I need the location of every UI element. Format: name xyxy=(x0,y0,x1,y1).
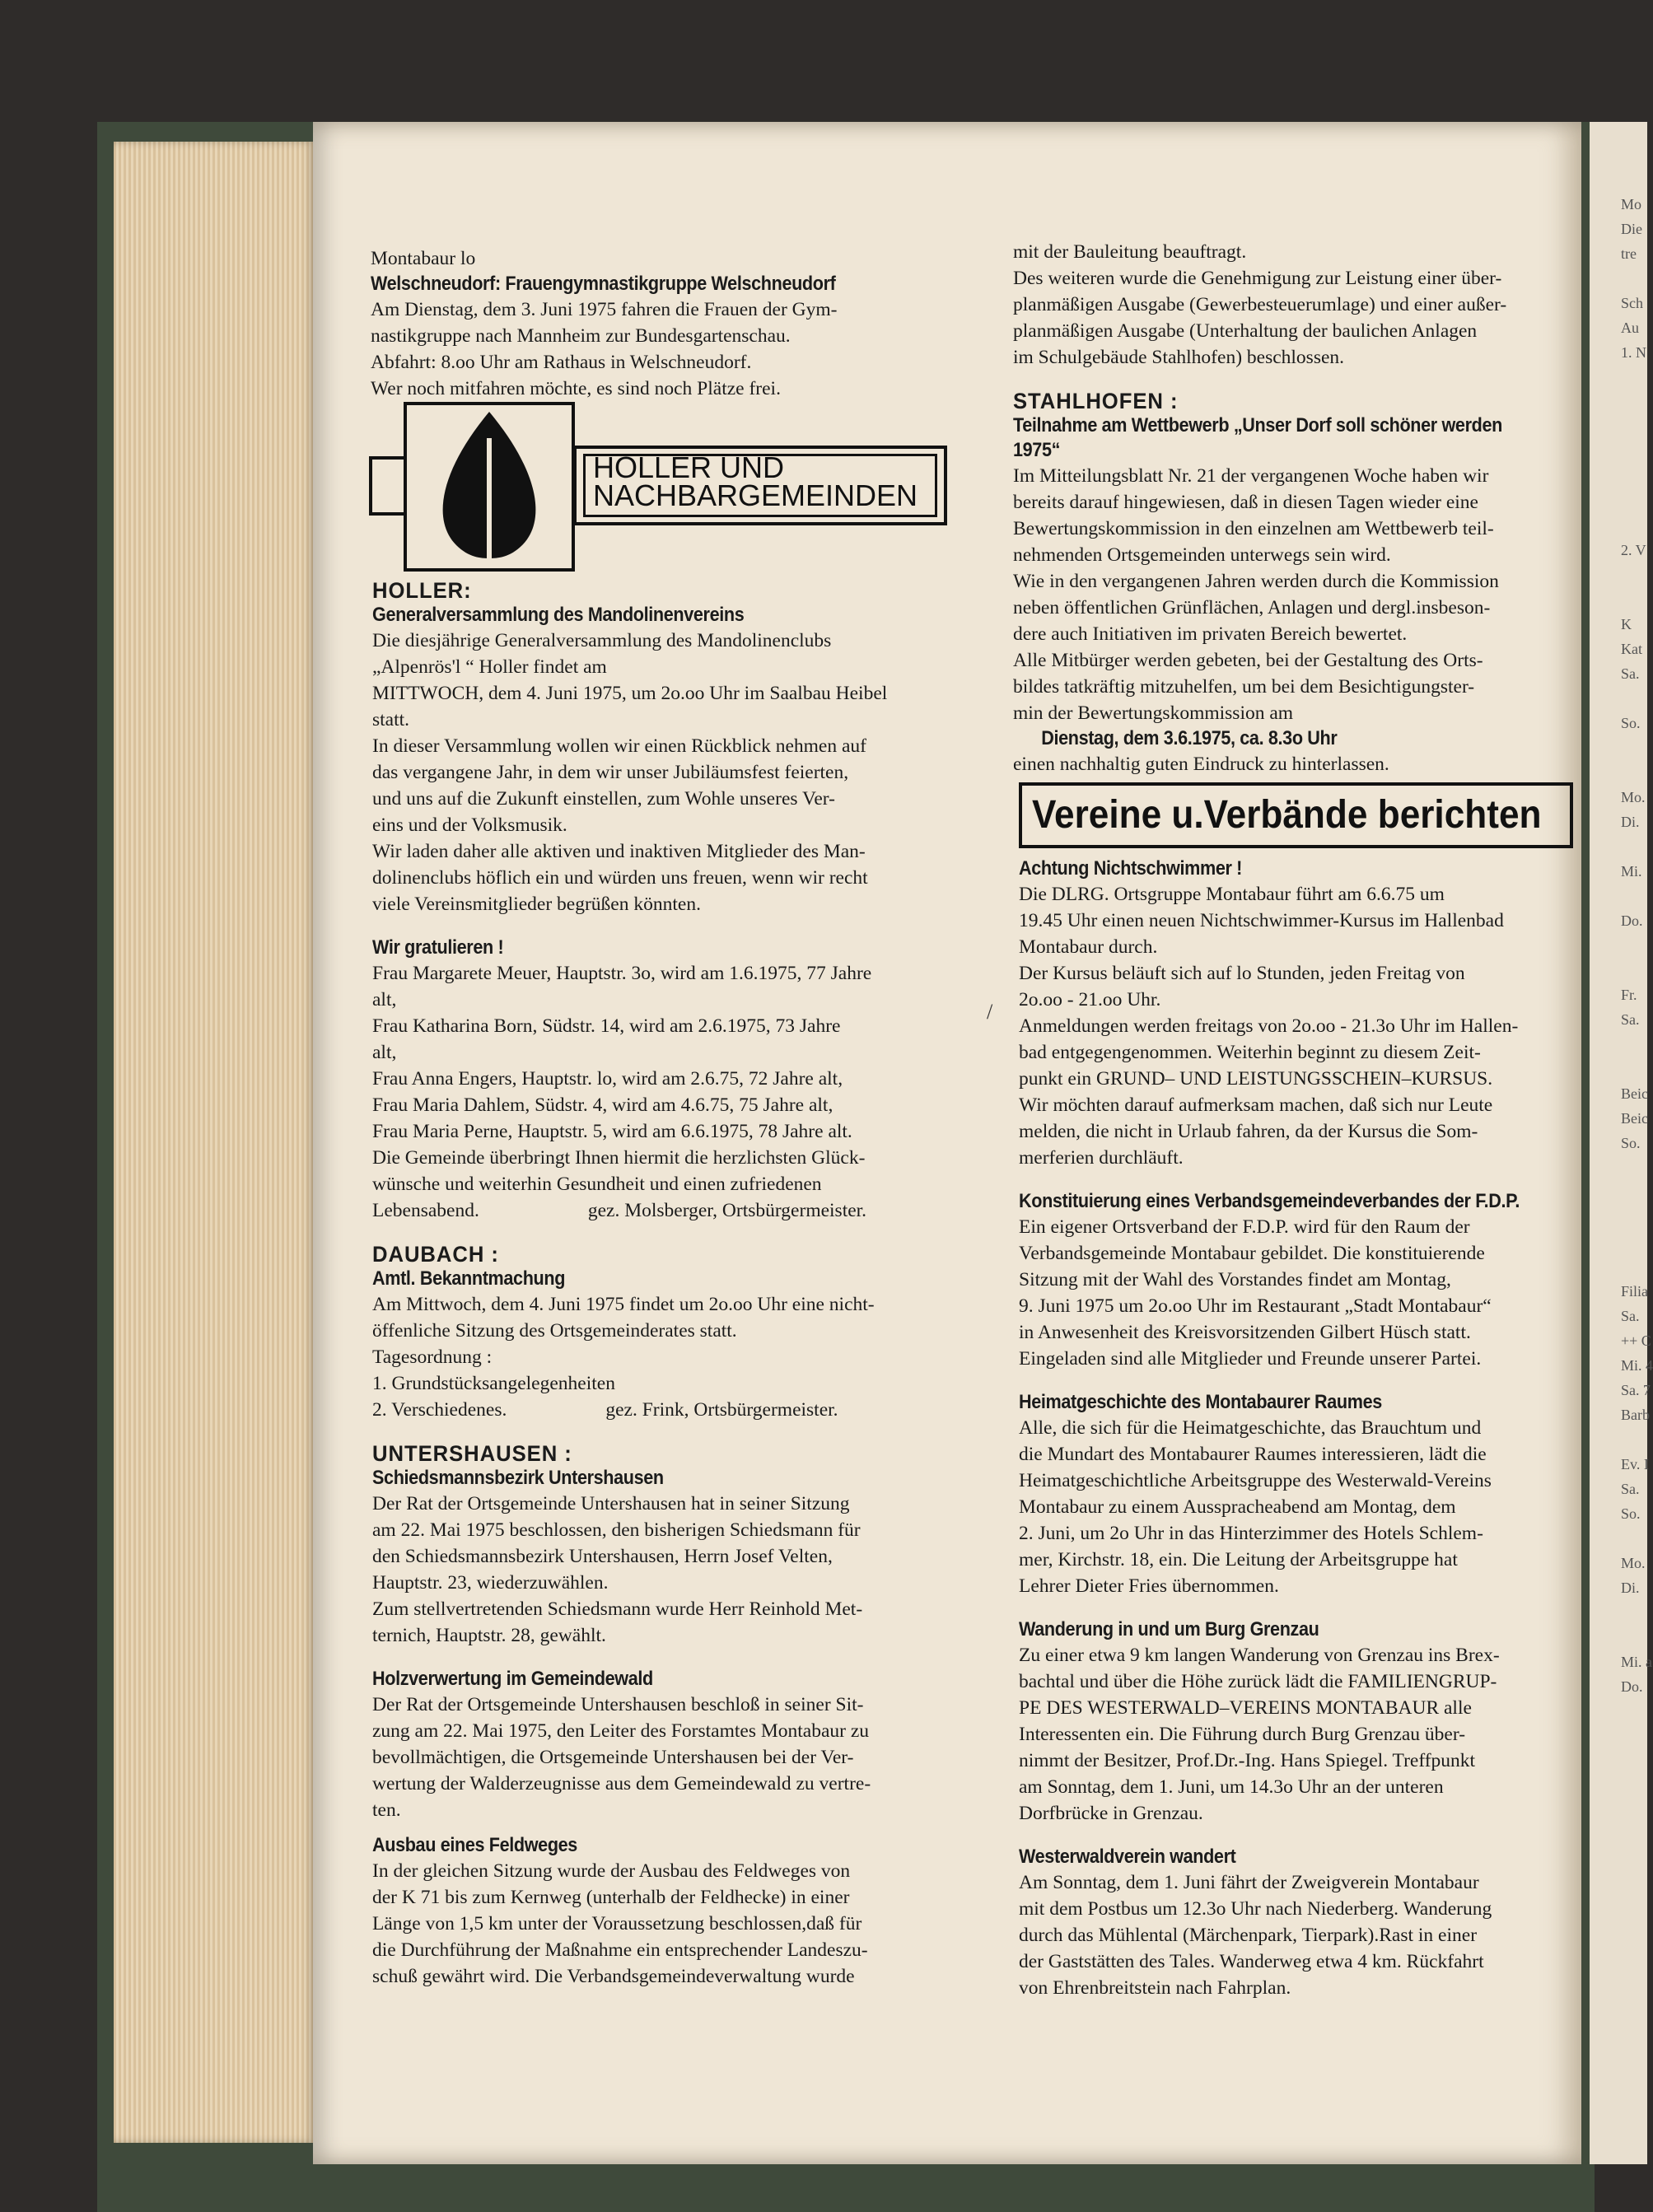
next-page-fragment xyxy=(1621,935,1653,959)
wanderung-body xyxy=(1019,1642,1587,1827)
holler-place: HOLLER: xyxy=(372,578,472,603)
text-line: ten. xyxy=(372,1799,401,1821)
right-column-lower xyxy=(1019,856,1587,2001)
text-line: Lehrer Dieter Fries übernommen. xyxy=(1019,1575,1279,1597)
text-line: 2. Juni, um 2o Uhr in das Hinterzimmer des Hotels Schlem- xyxy=(1019,1523,1483,1544)
gratulieren-sign: Lebensabend. gez. Molsberger, Ortsbürgermeister. xyxy=(372,1200,867,1221)
text-line: neben öffentlichen Grünflächen, Anlagen und dergl.insbeson- xyxy=(1013,597,1491,618)
holler-logo xyxy=(369,400,946,575)
text-line: bevollmächtigen, die Ortsgemeinde Untershausen bei der Ver- xyxy=(372,1747,854,1768)
text-line: Der Kursus beläuft sich auf lo Stunden, jeden Freitag von xyxy=(1019,963,1465,984)
text-line: Wir möchten darauf aufmerksam machen, daß sich nur Leute xyxy=(1019,1094,1493,1116)
text-line: und uns auf die Zukunft einstellen, zum Wohle unseres Ver- xyxy=(372,788,835,810)
text-line: dere auch Initiativen im privaten Bereich bewertet. xyxy=(1013,623,1408,645)
heimat-body xyxy=(1019,1415,1587,1599)
text-line: Montabaur durch. xyxy=(1019,936,1158,958)
text-line: Am Mittwoch, dem 4. Juni 1975 findet um 2o.oo Uhr eine nicht- xyxy=(372,1294,875,1315)
stahlhofen-heading-1: Teilnahme am Wettbewerb „Unser Dorf soll schöner werden xyxy=(1013,414,1502,436)
text-line: Die DLRG. Ortsgruppe Montabaur führt am 6.6.75 um xyxy=(1019,884,1445,905)
logo-title-line-1: HOLLER UND xyxy=(593,450,785,484)
text-line: schuß gewährt wird. Die Verbandsgemeindeverwaltung wurde xyxy=(372,1966,855,1987)
text-line: nastikgruppe nach Mannheim zur Bundesgartenschau. xyxy=(371,325,791,347)
text-line: bad entgegengenommen. Weiterhin beginnt zu diesem Zeit- xyxy=(1019,1042,1481,1063)
next-page-fragment: Do. xyxy=(1621,1678,1643,1695)
stahlhofen-heading-2: 1975“ xyxy=(1013,439,1061,461)
text-line: merferien durchläuft. xyxy=(1019,1147,1184,1169)
text-line: Am Dienstag, dem 3. Juni 1975 fahren die Frauen der Gym- xyxy=(371,299,838,320)
text-line: Der Rat der Ortsgemeinde Untershausen beschloß in seiner Sit- xyxy=(372,1694,864,1715)
text-line: dolinenclubs höflich ein und würden uns freuen, wenn wir recht xyxy=(372,867,868,889)
next-page-fragment: K xyxy=(1621,616,1632,632)
next-page-fragment: Mi. 4 xyxy=(1621,1357,1653,1374)
fdp-heading: Konstituierung eines Verbandsgemeindeverbandes der F.D.P. xyxy=(1019,1190,1520,1212)
next-page-fragment: Sch xyxy=(1621,295,1643,311)
next-page-fragment xyxy=(1621,1182,1653,1206)
next-page-fragment xyxy=(1621,1429,1653,1454)
next-page-fragment: Mo. xyxy=(1621,1555,1646,1571)
text-line: MITTWOCH, dem 4. Juni 1975, um 2o.oo Uhr im Saalbau Heibel xyxy=(372,683,888,704)
text-line: Wer noch mitfahren möchte, es sind noch Plätze frei. xyxy=(371,378,781,399)
text-line: alt, xyxy=(372,1042,397,1063)
next-page-fragment: Do. xyxy=(1621,912,1643,929)
welschneudorf-section xyxy=(371,245,964,402)
text-line: die Durchführung der Maßnahme ein entsprechender Landeszu- xyxy=(372,1939,868,1961)
welsch-body xyxy=(371,296,964,402)
untershausen-place: UNTERSHAUSEN : xyxy=(372,1441,572,1466)
next-page-fragment xyxy=(1621,391,1653,416)
text-line: Der Rat der Ortsgemeinde Untershausen hat in seiner Sitzung xyxy=(372,1493,850,1514)
logo-title xyxy=(593,450,918,512)
feldweg-body xyxy=(372,1858,965,1990)
text-line: Wie in den vergangenen Jahren werden durch die Kommission xyxy=(1013,571,1499,592)
text-line: statt. xyxy=(372,709,410,730)
next-page-fragment xyxy=(1621,1058,1653,1083)
next-page-fragment xyxy=(1621,959,1653,984)
next-page-fragment: Mo. xyxy=(1621,789,1646,805)
next-page-fragment xyxy=(1621,1034,1653,1058)
next-page-fragment: 2. V xyxy=(1621,542,1646,558)
next-page-fragment xyxy=(1621,885,1653,910)
dlrg-body xyxy=(1019,881,1587,1171)
next-page-fragment: Fr. xyxy=(1621,987,1637,1003)
vereine-banner: Vereine u.Verbände berichten xyxy=(1019,782,1573,848)
text-line: in Anwesenheit des Kreisvorsitzenden Gilbert Hüsch statt. xyxy=(1019,1322,1471,1343)
text-line: Eingeladen sind alle Mitglieder und Freunde unserer Partei. xyxy=(1019,1348,1482,1370)
text-line: bildes tatkräftig mitzuhelfen, um bei dem Besichtigungster- xyxy=(1013,676,1475,698)
text-line: „Alpenrös'l “ Holler findet am xyxy=(372,656,607,678)
next-page-fragment xyxy=(1621,268,1653,292)
gratulieren-heading: Wir gratulieren ! xyxy=(372,936,504,959)
next-page-fragment xyxy=(1621,589,1653,614)
next-page-fragment xyxy=(1621,515,1653,539)
untershausen-heading: Schiedsmannsbezirk Untershausen xyxy=(372,1467,664,1489)
text-line: mit dem Postbus um 12.3o Uhr nach Niederberg. Wanderung xyxy=(1019,1898,1492,1920)
next-page-fragment xyxy=(1621,1626,1653,1651)
text-line: Am Sonntag, dem 1. Juni fährt der Zweigverein Montabaur xyxy=(1019,1872,1479,1893)
next-page-fragment: So. xyxy=(1621,1135,1641,1151)
stahlhofen-date: Dienstag, dem 3.6.1975, ca. 8.3o Uhr xyxy=(1041,727,1338,749)
text-line: der K 71 bis zum Kernweg (unterhalb der Feldhecke) in einer xyxy=(372,1887,850,1908)
feldweg-heading: Ausbau eines Feldweges xyxy=(372,1834,577,1856)
text-line: wertung der Walderzeugnisse aus dem Gemeindewald zu vertre- xyxy=(372,1773,871,1794)
text-line: 1. Grundstücksangelegenheiten xyxy=(372,1373,615,1394)
text-line: am 22. Mai 1975 beschlossen, den bisherigen Schiedsmann für xyxy=(372,1519,861,1541)
daubach-place: DAUBACH : xyxy=(372,1242,499,1267)
next-page-fragment xyxy=(1621,1231,1653,1256)
next-page-fragment xyxy=(1621,416,1653,441)
text-line: alt, xyxy=(372,989,397,1010)
next-page-fragment xyxy=(1621,564,1653,589)
next-page-fragment: tre xyxy=(1621,245,1637,262)
next-page-fragment: Di. xyxy=(1621,814,1640,830)
text-line: In der gleichen Sitzung wurde der Ausbau des Feldweges von xyxy=(372,1860,851,1882)
next-page-fragment xyxy=(1621,1528,1653,1552)
next-page-fragment: So. xyxy=(1621,715,1641,731)
text-line: Sitzung mit der Wahl des Vorstandes findet am Montag, xyxy=(1019,1269,1451,1290)
text-line: Anmeldungen werden freitags von 2o.oo - 21.3o Uhr im Hallen- xyxy=(1019,1015,1519,1037)
next-page-fragment xyxy=(1621,490,1653,515)
text-line: eins und der Volksmusik. xyxy=(372,814,567,836)
text-line: Alle Mitbürger werden gebeten, bei der Gestaltung des Orts- xyxy=(1013,650,1483,671)
next-page-fragment: Mi. a xyxy=(1621,1654,1652,1670)
text-line: Frau Margarete Meuer, Hauptstr. 3o, wird am 1.6.1975, 77 Jahre xyxy=(372,963,872,984)
next-page-fragment: 1. N xyxy=(1621,344,1646,361)
next-page-fragment: Beic xyxy=(1621,1110,1648,1127)
text-line: zung am 22. Mai 1975, den Leiter des Forstamtes Montabaur zu xyxy=(372,1720,870,1742)
next-page-fragment xyxy=(1621,1157,1653,1182)
daubach-sign: 2. Verschiedenes. gez. Frink, Ortsbürgermeister. xyxy=(372,1399,838,1421)
next-page-fragment: Sa. 7 xyxy=(1621,1382,1651,1398)
stahlhofen-body xyxy=(1013,463,1581,726)
next-page-fragments xyxy=(1621,194,1653,1701)
text-line: im Schulgebäude Stahlhofen) beschlossen. xyxy=(1013,347,1345,368)
text-line: Ein eigener Ortsverband der F.D.P. wird für den Raum der xyxy=(1019,1216,1470,1238)
text-line: öffenliche Sitzung des Ortsgemeinderates statt. xyxy=(372,1320,737,1342)
holler-section xyxy=(372,578,965,1990)
text-line: planmäßigen Ausgabe (Gewerbesteuerumlage) und einer außer- xyxy=(1013,294,1507,315)
text-line: Frau Katharina Born, Südstr. 14, wird am 2.6.1975, 73 Jahre xyxy=(372,1015,841,1037)
next-page-fragment: Mo xyxy=(1621,196,1642,212)
text-line: 9. Juni 1975 um 2o.oo Uhr im Restaurant „Stadt Montabaur“ xyxy=(1019,1295,1492,1317)
next-page-fragment xyxy=(1621,688,1653,712)
westerwald-heading: Westerwaldverein wandert xyxy=(1019,1846,1236,1868)
text-line: die Mundart des Montabaurer Raumes interessieren, lädt die xyxy=(1019,1444,1487,1465)
text-line: Heimatgeschichtliche Arbeitsgruppe des Westerwald-Vereins xyxy=(1019,1470,1492,1491)
next-page-fragment xyxy=(1621,465,1653,490)
next-page-fragment: ++ C xyxy=(1621,1332,1651,1349)
text-line: Die Gemeinde überbringt Ihnen hiermit die herzlichsten Glück- xyxy=(372,1147,866,1169)
text-line: min der Bewertungskommission am xyxy=(1013,702,1294,724)
text-line: Frau Maria Dahlem, Südstr. 4, wird am 4.6.75, 75 Jahre alt, xyxy=(372,1094,834,1116)
holler-body xyxy=(372,628,965,917)
text-line: planmäßigen Ausgabe (Unterhaltung der baulichen Anlagen xyxy=(1013,320,1478,342)
text-line: von Ehrenbreitstein nach Fahrplan. xyxy=(1019,1977,1291,1999)
margin-mark: / xyxy=(987,1000,993,1024)
gratulieren-body xyxy=(372,960,965,1197)
next-page-fragment xyxy=(1621,1256,1653,1281)
next-page-fragment xyxy=(1621,836,1653,861)
text-line: das vergangene Jahr, in dem wir unser Jubiläumsfest feierten, xyxy=(372,762,849,783)
logo-leaf-box xyxy=(404,402,575,572)
text-line: Frau Anna Engers, Hauptstr. lo, wird am 2.6.75, 72 Jahre alt, xyxy=(372,1068,843,1090)
logo-bar xyxy=(369,456,407,516)
next-page-fragment: Die xyxy=(1621,221,1642,237)
next-page-fragment: Barb xyxy=(1621,1407,1650,1423)
cont-body xyxy=(1013,239,1581,371)
text-line: Wir laden daher alle aktiven und inaktiven Mitglieder des Man- xyxy=(372,841,866,862)
next-page-fragment xyxy=(1621,441,1653,465)
welsch-pre: Montabaur lo xyxy=(371,248,476,269)
text-line: Frau Maria Perne, Hauptstr. 5, wird am 6.6.1975, 78 Jahre alt. xyxy=(372,1121,852,1142)
stahlhofen-closing: einen nachhaltig guten Eindruck zu hinterlassen. xyxy=(1013,754,1389,775)
next-page-fragment: Sa. xyxy=(1621,1011,1640,1028)
text-line: den Schiedsmannsbezirk Untershausen, Herrn Josef Velten, xyxy=(372,1546,833,1567)
holz-body xyxy=(372,1692,965,1823)
text-line: ternich, Hauptstr. 28, gewählt. xyxy=(372,1625,606,1646)
text-line: nimmt der Besitzer, Prof.Dr.-Ing. Hans Spiegel. Treffpunkt xyxy=(1019,1750,1476,1771)
text-line: Tagesordnung : xyxy=(372,1346,493,1368)
next-page-fragment: So. xyxy=(1621,1505,1641,1522)
text-line: Dorfbrücke in Grenzau. xyxy=(1019,1803,1203,1824)
daubach-heading: Amtl. Bekanntmachung xyxy=(372,1267,566,1290)
next-page-fragment: Au xyxy=(1621,320,1639,336)
text-line: bereits darauf hingewiesen, daß in diesen Tagen wieder eine xyxy=(1013,492,1478,513)
next-page-fragment: Ev. I xyxy=(1621,1456,1649,1472)
text-line: Hauptstr. 23, wiederzuwählen. xyxy=(372,1572,609,1594)
stahlhofen-place: STAHLHOFEN : xyxy=(1013,389,1179,413)
dlrg-heading: Achtung Nichtschwimmer ! xyxy=(1019,857,1242,880)
text-line: In dieser Versammlung wollen wir einen Rückblick nehmen auf xyxy=(372,735,866,757)
holz-heading: Holzverwertung im Gemeindewald xyxy=(372,1668,653,1690)
text-line: am Sonntag, dem 1. Juni, um 14.3o Uhr an der unteren xyxy=(1019,1776,1444,1798)
heimat-heading: Heimatgeschichte des Montabaurer Raumes xyxy=(1019,1391,1382,1413)
text-line: 19.45 Uhr einen neuen Nichtschwimmer-Kursus im Hallenbad xyxy=(1019,910,1504,931)
text-line: Zu einer etwa 9 km langen Wanderung von Grenzau ins Brex- xyxy=(1019,1645,1500,1666)
page-edges xyxy=(114,142,315,2143)
text-line: bachtal und über die Höhe zurück lädt die FAMILIENGRUP- xyxy=(1019,1671,1497,1692)
text-line: Zum stellvertretenden Schiedsmann wurde Herr Reinhold Met- xyxy=(372,1598,863,1620)
text-line: durch das Mühlental (Märchenpark, Tierpark).Rast in einer xyxy=(1019,1925,1478,1946)
right-column xyxy=(1013,239,1581,777)
logo-title-line-2: NACHBARGEMEINDEN xyxy=(593,478,918,512)
text-line: Im Mitteilungsblatt Nr. 21 der vergangenen Woche haben wir xyxy=(1013,465,1489,487)
text-line: Interessenten ein. Die Führung durch Burg Grenzau über- xyxy=(1019,1724,1466,1745)
text-line: mer, Kirchstr. 18, ein. Die Leitung der Arbeitsgruppe hat xyxy=(1019,1549,1458,1570)
daubach-body xyxy=(372,1291,965,1397)
next-page-fragment xyxy=(1621,762,1653,786)
westerwald-body xyxy=(1019,1869,1587,2001)
text-line: Bewertungskommission in den einzelnen am Wettbewerb teil- xyxy=(1013,518,1494,539)
next-page-fragment: Kat xyxy=(1621,641,1642,657)
next-page-fragment: Filia xyxy=(1621,1283,1649,1300)
next-page-fragment: Beic xyxy=(1621,1085,1648,1102)
leaf-icon xyxy=(407,405,572,568)
next-page-fragment: Mi. xyxy=(1621,863,1642,880)
next-page-fragment xyxy=(1621,737,1653,762)
next-page-fragment xyxy=(1621,366,1653,391)
wanderung-heading: Wanderung in und um Burg Grenzau xyxy=(1019,1618,1319,1640)
text-line: Abfahrt: 8.oo Uhr am Rathaus in Welschneudorf. xyxy=(371,352,752,373)
text-line: Verbandsgemeinde Montabaur gebildet. Die konstituierende xyxy=(1019,1243,1485,1264)
logo-title-box xyxy=(573,446,947,525)
text-line: der Gaststätten des Tales. Wanderweg etwa 4 km. Rückfahrt xyxy=(1019,1951,1484,1972)
next-page-fragment: Sa. xyxy=(1621,1481,1640,1497)
next-page-fragment: Di. xyxy=(1621,1580,1640,1596)
text-line: punkt ein GRUND– UND LEISTUNGSSCHEIN–KURSUS. xyxy=(1019,1068,1493,1090)
text-line: Die diesjährige Generalversammlung des Mandolinenclubs xyxy=(372,630,832,651)
text-line: mit der Bauleitung beauftragt. xyxy=(1013,241,1247,263)
next-page-fragment xyxy=(1621,1206,1653,1231)
text-line: Des weiteren wurde die Genehmigung zur Leistung einer über- xyxy=(1013,268,1502,289)
untershausen-body xyxy=(372,1491,965,1649)
text-line: Länge von 1,5 km unter der Voraussetzung beschlossen,daß für xyxy=(372,1913,862,1934)
welsch-heading: Welschneudorf: Frauengymnastikgruppe Welschneudorf xyxy=(371,273,836,295)
text-line: Alle, die sich für die Heimatgeschichte, das Brauchtum und xyxy=(1019,1417,1482,1439)
text-line: viele Vereinsmitglieder begrüßen könnten. xyxy=(372,894,701,915)
next-page-fragment: Sa. xyxy=(1621,1308,1640,1324)
text-line: Montabaur zu einem Ausspracheabend am Montag, dem xyxy=(1019,1496,1456,1518)
text-line: 2o.oo - 21.oo Uhr. xyxy=(1019,989,1161,1010)
text-line: melden, die nicht in Urlaub fahren, da der Kursus die Som- xyxy=(1019,1121,1478,1142)
text-line: wünsche und weiterhin Gesundheit und einen zufriedenen xyxy=(372,1174,822,1195)
text-line: nehmenden Ortsgemeinden unterwegs sein wird. xyxy=(1013,544,1391,566)
fdp-body xyxy=(1019,1214,1587,1372)
next-page-fragment: Sa. xyxy=(1621,665,1640,682)
text-line: PE DES WESTERWALD–VEREINS MONTABAUR alle xyxy=(1019,1697,1472,1719)
holler-heading: Generalversammlung des Mandolinenvereins xyxy=(372,604,745,626)
next-page-fragment xyxy=(1621,1602,1653,1626)
